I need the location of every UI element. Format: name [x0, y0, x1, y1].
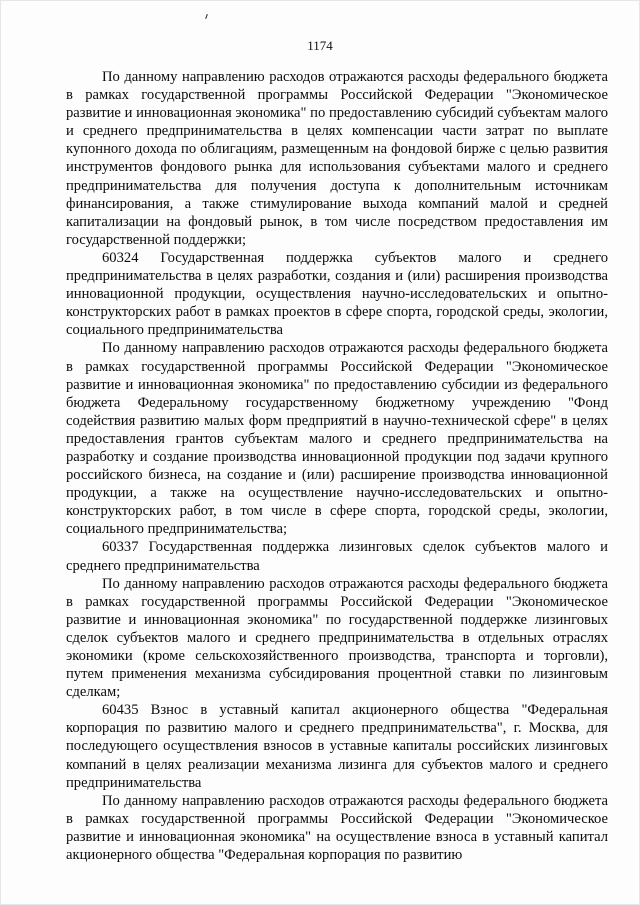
- paragraph-60324-heading: 60324 Государственная поддержка субъектов малого и среднего предпринимательства в целях разработки, создания и (или) расширения производства инновационной продукции, осуществления научно-исследовательских и опытно-конструкторских работ в рамках проектов в сфере спорта, городской среды, экологии, социального предпринимательства: [66, 249, 608, 339]
- paragraph-60435-heading: 60435 Взнос в уставный капитал акционерного общества "Федеральная корпорация по развитию малого и среднего предпринимательства", г. Москва, для последующего осуществления взносов в уставные капиталы российских лизинговых компаний в целях реализации механизма лизинга для субъектов малого и среднего предпринимательства: [66, 702, 608, 791]
- scan-mark: [205, 14, 208, 19]
- paragraph-60337-heading: 60337 Государственная поддержка лизинговых сделок субъектов малого и среднего предпринимательства: [66, 539, 608, 574]
- document-body: [66, 68, 608, 864]
- page-number: 1174: [307, 38, 333, 53]
- paragraph-innovation-grants: По данному направлению расходов отражаются расходы федерального бюджета в рамках государственной программы Российской Федерации "Экономическое развитие и инновационная экономика" по предоставлению субсидии из федерального бюджета Федеральному государственному бюджетному учреждению "Фонд содействия развитию малых форм предприятий в научно-технической сфере" в целях предоставления грантов субъектам малого и среднего предпринимательства на разработку и создание производства инновационной продукции под задачи крупного российского бизнеса, на создание и (или) расширение производства инновационной продукции, а также на осуществление научно-исследовательских и опытно-конструкторских работ, в том числе в сфере спорта, городской среды, экологии, социального предпринимательства;: [66, 340, 608, 538]
- paragraph-capital-contribution: По данному направлению расходов отражаются расходы федерального бюджета в рамках государственной программы Российской Федерации "Экономическое развитие и инновационная экономика" на осуществление взноса в уставный капитал акционерного общества "Федеральная корпорация по развитию: [66, 792, 608, 864]
- paragraph-subsidy-coupon-income: По данному направлению расходов отражаются расходы федерального бюджета в рамках государственной программы Российской Федерации "Экономическое развитие и инновационная экономика" по предоставлению субсидий субъектам малого и среднего предпринимательства в целях компенсации части затрат по выплате купонного дохода по облигациям, размещенным на фондовой бирже с целью развития инструментов фондового рынка для использования субъектами малого и среднего предпринимательства для получения доступа к дополнительным источникам финансирования, а также стимулирование выхода компаний малой и средней капитализации на фондовый рынок, в том числе посредством предоставления им государственной поддержки;: [66, 69, 608, 248]
- paragraph-leasing-support: По данному направлению расходов отражаются расходы федерального бюджета в рамках государственной программы Российской Федерации "Экономическое развитие и инновационная экономика" по государственной поддержке лизинговых сделок субъектов малого и среднего предпринимательства в отдельных отраслях экономики (кроме сельскохозяйственного производства, транспорта и торговли), путем применения механизма субсидирования процентной ставки по лизинговым сделкам;: [66, 575, 608, 701]
